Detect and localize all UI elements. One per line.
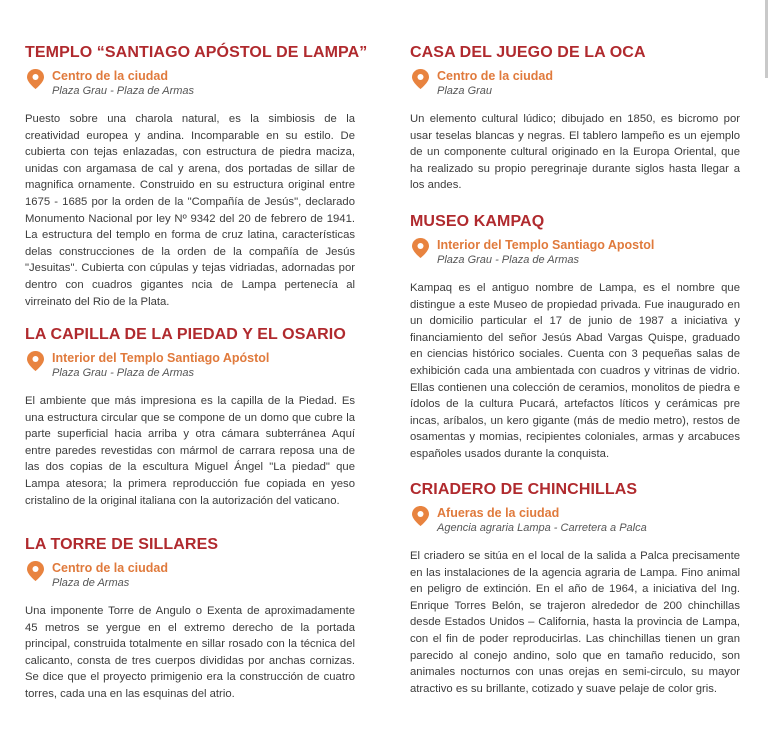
location-name: Centro de la ciudad [52,69,168,83]
location-block [25,561,355,591]
location-address: Plaza Grau - Plaza de Armas [52,85,195,97]
map-pin-icon [27,69,44,89]
section-body: Puesto sobre una charola natural, es la simbiosis de la creatividad europea y andina. Incomparable en su estilo. De cubierta con tejas enlazadas, con estructura de piedra maciza, unidas con argamasa de cal y arena, dos portadas de sillar de magnifica ornamente. Construido en su estructura original entre 1675 - 1685 por la orden de la "Compañía de Jesús", declarado Monumento Nacional por ley Nº 9342 del 20 de febrero de 1941. La estructura del templo en forma de cruz latina, características delas construcciones de la orden de la compañía de Jesús "Jesuitas". Cubierta con cúpulas y tejas vidriadas, adornadas por dentro con cuadros gigantes ncia de Lampa pertenecía al virreinato del Rio de la Plata. [25,113,355,308]
section-capilla [25,325,355,509]
section-torre [25,535,355,703]
location-address: Plaza de Armas [52,577,130,589]
section-museo-kampaq [410,212,740,463]
location-name: Centro de la ciudad [52,561,168,575]
location-block [25,351,355,381]
location-address: Plaza Grau [437,85,493,97]
map-pin-icon [412,69,429,89]
map-pin-icon [412,506,429,526]
map-pin-icon [27,561,44,581]
section-title: TEMPLO “SANTIAGO APÓSTOL DE LAMPA” [25,44,368,61]
section-title: MUSEO KAMPAQ [410,213,545,230]
map-pin-icon [412,238,429,258]
section-body: El criadero se sitúa en el local de la salida a Palca precisamente en las instalaciones de la agencia agraria de Lampa. Fino animal en peligro de extinción. En el año de 1964, a iniciativa del Ing. Enrique Torres Belón, se trajeron alrededor de 200 chinchillas desde Estados Unidos – California, hasta la provincia de Lampa, con el fin de poder reproducirlas. Las chinchillas tienen un gran parecido al conejo andino, solo que en tamaño reducido, son animales nocturnos con unas orejas en semi-circulo, su mayor atractivo es su brillante, cotizado y suave pelaje de color gris. [410,550,740,695]
location-block [410,506,740,536]
location-name: Afueras de la ciudad [437,506,560,520]
section-templo [25,43,368,310]
location-block [410,69,740,99]
section-body: El ambiente que más impresiona es la capilla de la Piedad. Es una estructura circular que se compone de un domo que cubre la parte superficial hacia arriba y otra cámara subterránea Aquí entre paredes revestidas con mármol de carrara reposa una de las dos copias de la escultura Miguel Ángel "La piedad" que Lampa atesora; la primera reproducción fue copiada en yeso cristalino de la original italiana con la autorización del vaticano. [25,395,355,507]
location-block [25,69,355,99]
location-name: Interior del Templo Santiago Apóstol [52,351,270,365]
section-body: Un elemento cultural lúdico; dibujado en 1850, es bicromo por usar teselas blancas y negras. El tablero lampeño es un ejemplo de un componente cultural originado en la Europa Oriental, que ha realizado su propio peregrinaje durante siglos hasta llegar a los andes. [410,113,740,192]
map-pin-icon [27,351,44,371]
location-address: Plaza Grau - Plaza de Armas [52,367,195,379]
location-name: Interior del Templo Santiago Apostol [437,238,655,252]
section-criadero [410,480,740,697]
section-title: LA CAPILLA DE LA PIEDAD Y EL OSARIO [25,326,346,343]
section-body: Kampaq es el antiguo nombre de Lampa, es el nombre que distingue a este Museo de propiedad privada. Fue inaugurado en un domicilio particular el 17 de junio de 1987 a iniciativa y financiamiento del señor Jesús Abad Vargas Quispe, graduado en ciencias histórico sociales. Cuenta con 3 pequeñas salas de exhibición cada una ambientada con cuadros y vitrinas de vidrio. Ellas contienen una colección de ceramios, monolitos de piedra e ídolos de la cultura Pucará, artefactos líticos y cerámicas pre incas, aríbalos, un kero gigante (más de medio metro), restos de osamentas y momias, recipientes coloniales, armas y arcabuces españoles usados durante la conquista. [410,282,740,460]
section-title: CASA DEL JUEGO DE LA OCA [410,44,646,61]
location-name: Centro de la ciudad [437,69,553,83]
location-block [410,238,740,268]
section-body: Una imponente Torre de Angulo o Exenta de aproximadamente 45 metros se yergue en el extremo derecho de la portada principal, construida totalmente en sillar rosado con la técnica del calicanto, consta de tres cuerpos divididas por anchas cornizas. Se dice que el proyecto primigenio era la construcción de cuatro torres, cada una en las esquinas del atrio. [25,605,355,700]
location-address: Agencia agraria Lampa - Carretera a Palca [437,522,647,534]
section-casa-oca [410,43,740,194]
section-title: CRIADERO DE CHINCHILLAS [410,481,638,498]
section-title: LA TORRE DE SILLARES [25,536,219,553]
location-address: Plaza Grau - Plaza de Armas [437,254,580,266]
